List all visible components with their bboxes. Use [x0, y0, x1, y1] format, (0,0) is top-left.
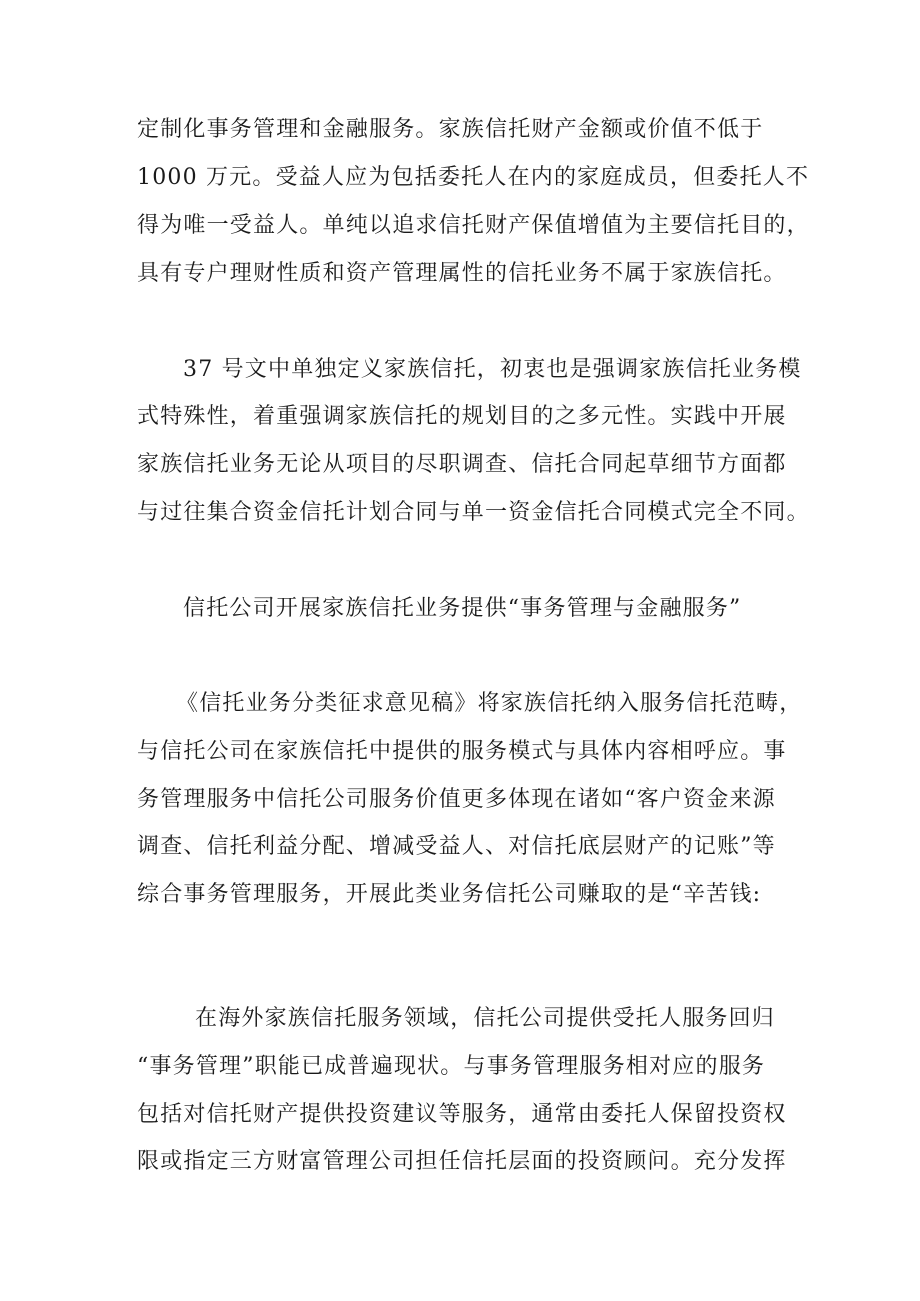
paragraph-2-line-2: 式特殊性，着重强调家族信托的规划目的之多元性。实践中开展: [137, 404, 787, 429]
paragraph-5-line-3: 包括对信托财产提供投资建议等服务，通常由委托人保留投资权: [137, 1102, 787, 1127]
section-heading: 信托公司开展家族信托业务提供“事务管理与金融服务”: [183, 596, 742, 621]
paragraph-5-line-1: 在海外家族信托服务领域，信托公司提供受托人服务回归: [195, 1006, 776, 1031]
paragraph-1-line-4: 具有专户理财性质和资产管理属性的信托业务不属于家族信托。: [137, 261, 787, 286]
paragraph-2-line-4: 与过往集合资金信托计划合同与单一资金信托合同模式完全不同。: [137, 500, 810, 525]
paragraph-4-line-5: 综合事务管理服务，开展此类业务信托公司赚取的是“辛苦钱:: [137, 882, 762, 907]
paragraph-1-line-2: 1000 万元。受益人应为包括委托人在内的家庭成员，但委托人不: [137, 165, 810, 190]
paragraph-1-line-3: 得为唯一受益人。单纯以追求信托财产保值增值为主要信托目的，: [137, 213, 810, 238]
paragraph-4-line-2: 与信托公司在家族信托中提供的服务模式与具体内容相呼应。事: [137, 739, 787, 764]
paragraph-5-line-2: “事务管理”职能已成普遍现状。与事务管理服务相对应的服务: [137, 1054, 766, 1079]
paragraph-5-line-4: 限或指定三方财富管理公司担任信托层面的投资顾问。充分发挥: [137, 1149, 787, 1174]
paragraph-4-line-1: 《信托业务分类征求意见稿》将家族信托纳入服务信托范畴，: [176, 691, 803, 716]
paragraph-4-line-4: 调查、信托利益分配、增减受益人、对信托底层财产的记账”等: [137, 834, 776, 859]
paragraph-2-line-1: 37 号文中单独定义家族信托，初衷也是强调家族信托业务模: [183, 357, 802, 382]
paragraph-2-line-3: 家族信托业务无论从项目的尽职调查、信托合同起草细节方面都: [137, 452, 787, 477]
paragraph-4-line-3: 务管理服务中信托公司服务价值更多体现在诸如“客户资金来源: [137, 787, 776, 812]
paragraph-1-line-1: 定制化事务管理和金融服务。家族信托财产金额或价值不低于: [137, 117, 764, 142]
